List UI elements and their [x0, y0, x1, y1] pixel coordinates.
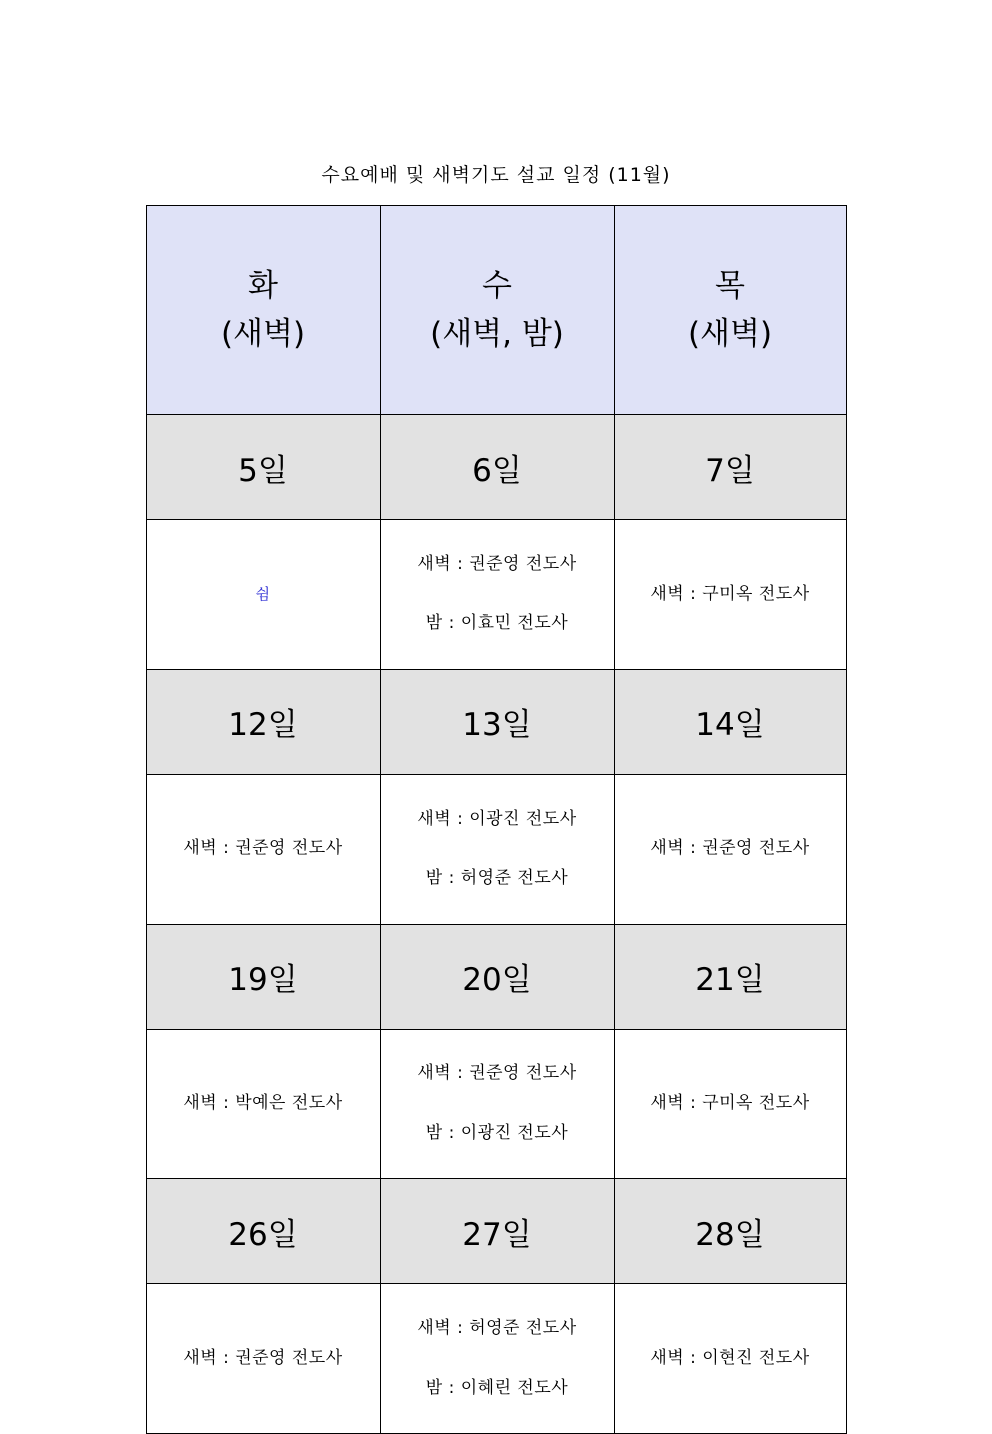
- entry-line: 새벽 : 권준영 전도사: [183, 838, 343, 859]
- table-row-dates: [146, 924, 846, 1029]
- page-title: 수요예배 및 새벽기도 설교 일정 (11월): [321, 164, 671, 186]
- entry-line: 새벽 : 구미옥 전도사: [650, 1093, 810, 1113]
- date-cell: 26일: [146, 1179, 380, 1284]
- table-row-entries: [146, 1284, 846, 1434]
- entry-line: 밤 : 이효민 전도사: [425, 613, 569, 634]
- entry-line: 밤 : 이혜린 전도사: [425, 1377, 569, 1398]
- entry-line: 새벽 : 구미옥 전도사: [650, 583, 810, 604]
- date-cell: 27일: [380, 1179, 614, 1284]
- entry-cell: [380, 1029, 614, 1179]
- table-row-entries: [146, 1029, 846, 1179]
- entry-cell: [146, 1029, 380, 1179]
- date-cell: 19일: [146, 924, 380, 1029]
- header-day-sub: (새벽, 밤): [430, 316, 564, 352]
- header-day-name: 수: [482, 267, 512, 304]
- header-day-name: 화: [248, 267, 278, 304]
- entry-cell: [380, 520, 614, 670]
- entry-cell: [614, 1029, 846, 1179]
- entry-line: 새벽 : 권준영 전도사: [417, 1063, 577, 1084]
- date-cell: 6일: [380, 415, 614, 520]
- entry-cell: [380, 774, 614, 924]
- table-header-row: [146, 206, 846, 415]
- date-cell: 28일: [614, 1179, 846, 1284]
- date-cell: 7일: [614, 415, 846, 520]
- date-cell: 14일: [614, 669, 846, 774]
- date-cell: 21일: [614, 924, 846, 1029]
- table-row-dates: [146, 415, 846, 520]
- entry-line: 새벽 : 허영준 전도사: [417, 1318, 577, 1338]
- header-day-sub: (새벽): [220, 316, 306, 352]
- entry-cell: [380, 1284, 614, 1434]
- table-row-dates: [146, 1179, 846, 1284]
- entry-line: 새벽 : 박예은 전도사: [183, 1093, 343, 1113]
- date-cell: 12일: [146, 669, 380, 774]
- entry-line: 쉼: [255, 585, 271, 604]
- table-row-entries: [146, 774, 846, 924]
- entry-line: 새벽 : 이현진 전도사: [650, 1347, 810, 1368]
- entry-cell: [614, 520, 846, 670]
- entry-cell: [614, 774, 846, 924]
- entry-cell: [146, 1284, 380, 1434]
- entry-line: 새벽 : 권준영 전도사: [417, 553, 577, 574]
- column-header-wednesday: [380, 206, 614, 415]
- entry-line: 밤 : 이광진 전도사: [425, 1122, 569, 1143]
- table-row-dates: [146, 669, 846, 774]
- table-row-entries: [146, 520, 846, 670]
- date-cell: 13일: [380, 669, 614, 774]
- date-cell: 5일: [146, 415, 380, 520]
- entry-line: 새벽 : 권준영 전도사: [183, 1347, 343, 1368]
- entry-cell: [146, 774, 380, 924]
- entry-line: 새벽 : 이광진 전도사: [417, 808, 577, 829]
- entry-cell: [146, 520, 380, 670]
- date-cell: 20일: [380, 924, 614, 1029]
- column-header-tuesday: [146, 206, 380, 415]
- header-day-name: 목: [715, 267, 745, 304]
- schedule-table: [146, 205, 847, 1434]
- entry-line: 밤 : 허영준 전도사: [425, 868, 569, 888]
- column-header-thursday: [614, 206, 846, 415]
- entry-line: 새벽 : 권준영 전도사: [650, 838, 810, 859]
- header-day-sub: (새벽): [687, 316, 773, 352]
- entry-cell: [614, 1284, 846, 1434]
